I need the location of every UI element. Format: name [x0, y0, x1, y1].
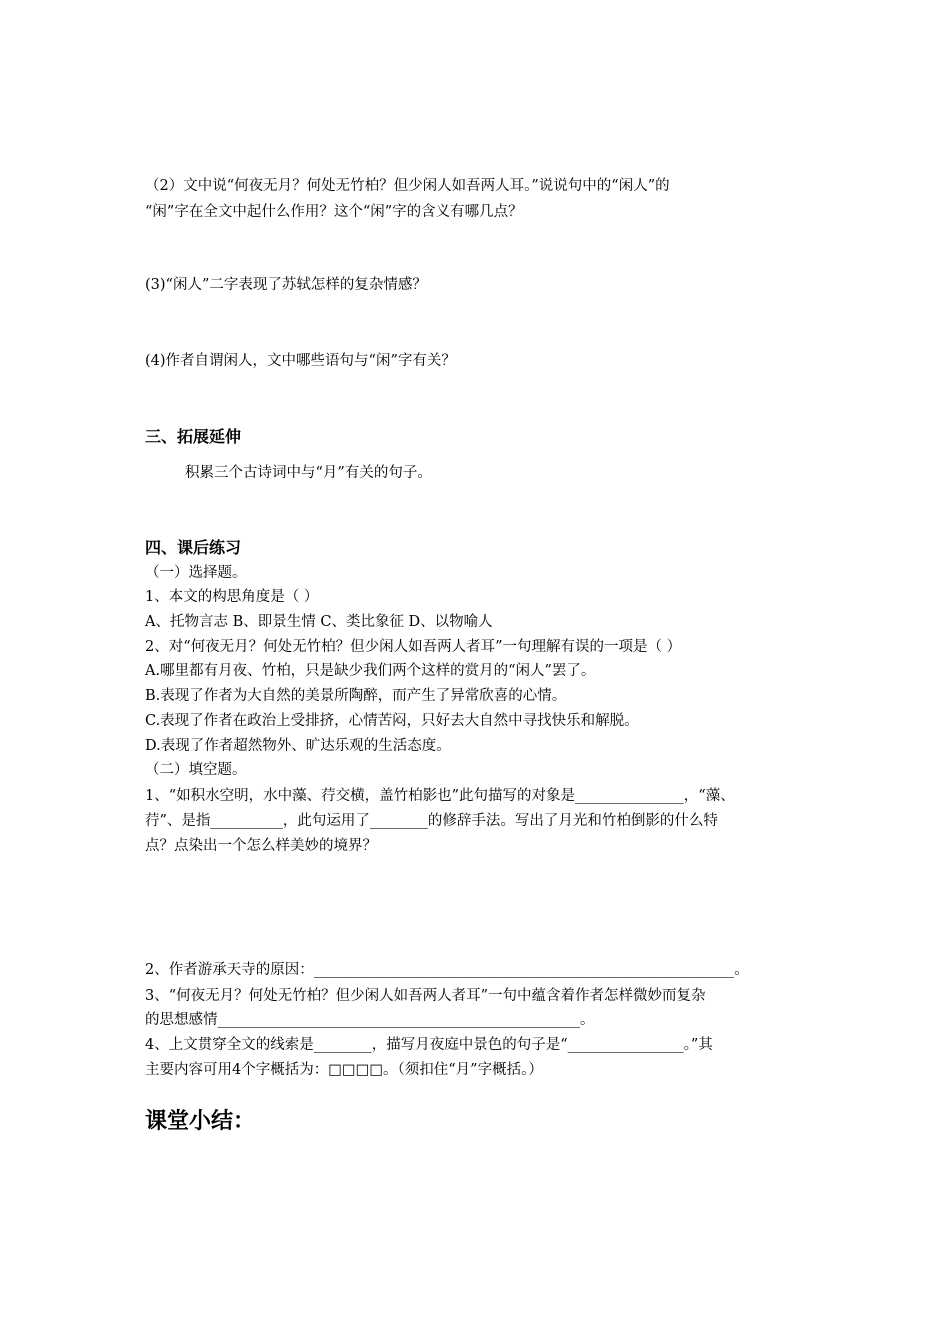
question-2-line-1: （2）文中说“何夜无月？何处无竹柏？但少闲人如吾两人耳。”说说句中的“闲人”的 [145, 178, 670, 194]
mc-2-option-d: D.表现了作者超然物外、旷达乐观的生活态度。 [145, 738, 451, 754]
question-4: (4)作者自谓闲人，文中哪些语句与“闲”字有关？ [145, 353, 456, 369]
summary-title: 课堂小结： [145, 1109, 256, 1134]
part-2-title: （二）填空题。 [145, 762, 247, 778]
mc-1-options: A、托物言志 B、即景生情 C、类比象征 D、以物喻人 [145, 614, 493, 630]
fill-1-line-3: 点？点染出一个怎么样美妙的境界？ [145, 838, 377, 854]
mc-2-option-a: A.哪里都有月夜、竹柏，只是缺少我们两个这样的赏月的“闲人”罢了。 [145, 663, 596, 679]
fill-4-line-2: 主要内容可用4个字概括为：□□□□。（须扣住“月”字概括。） [145, 1062, 543, 1078]
fill-1-line-1: 1、“如积水空明，水中藻、荇交横，盖竹柏影也”此句描写的对象是_______________，“藻、 [145, 788, 735, 804]
mc-2-option-c: C.表现了作者在政治上受排挤，心情苦闷，只好去大自然中寻找快乐和解脱。 [145, 713, 639, 729]
section-3-text: 积累三个古诗词中与“月”有关的句子。 [185, 465, 432, 481]
mc-1-question: 1、本文的构思角度是（ ） [145, 589, 319, 605]
section-4-title: 四、课后练习 [145, 538, 242, 557]
fill-2: 2、作者游承天寺的原因：__________________________________________________________。 [145, 962, 749, 978]
fill-3-line-1: 3、“何夜无月？何处无竹柏？但少闲人如吾两人者耳”一句中蕴含着作者怎样微妙而复杂 [145, 988, 706, 1004]
fill-3-line-2: 的思想感情__________________________________________________。 [145, 1012, 595, 1028]
fill-1-line-2: 荇”、是指__________，此句运用了________的修辞手法。写出了月光和竹柏倒影的什么特 [145, 813, 718, 829]
section-3-title: 三、拓展延伸 [145, 427, 242, 446]
mc-2-question: 2、对“何夜无月？何处无竹柏？但少闲人如吾两人者耳”一句理解有误的一项是（ ） [145, 639, 682, 655]
part-1-title: （一）选择题。 [145, 565, 247, 581]
question-3: (3)“闲人”二字表现了苏轼怎样的复杂情感？ [145, 277, 427, 293]
fill-4-line-1: 4、上文贯穿全文的线索是________，描写月夜庭中景色的句子是“________________。”其 [145, 1037, 713, 1053]
question-2-line-2: “闲”字在全文中起什么作用？这个“闲”字的含义有哪几点？ [145, 204, 523, 220]
mc-2-option-b: B.表现了作者为大自然的美景所陶醉，而产生了异常欣喜的心情。 [145, 688, 567, 704]
